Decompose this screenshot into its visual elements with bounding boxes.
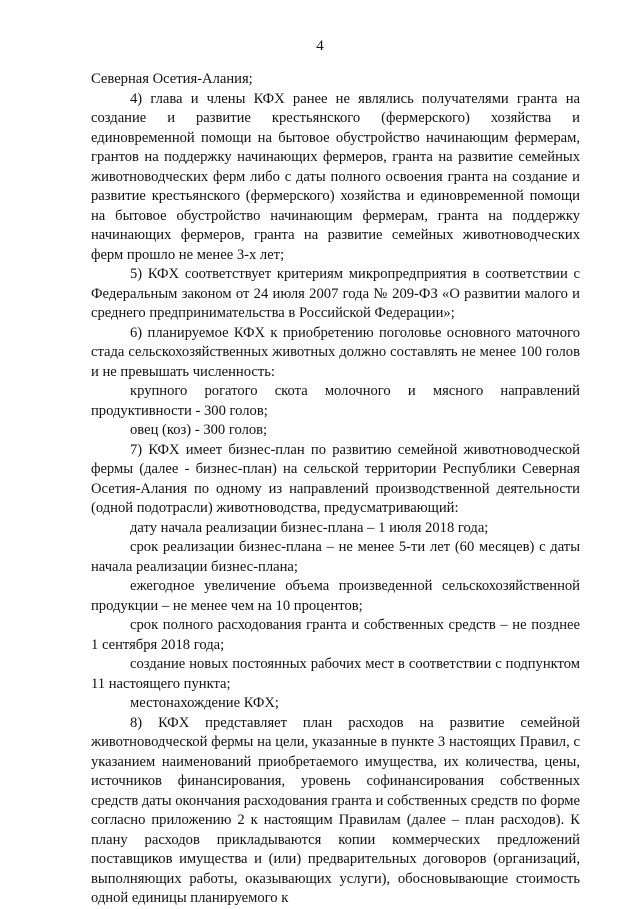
paragraph: 7) КФХ имеет бизнес-план по развитию семейной животноводческой фермы (далее - бизнес-план) на сельской территории Республики Северная Осетия-Алания по одному из направлений производственной деятельности (одной подотрасли) животноводства, предусматривающий: xyxy=(91,441,580,516)
paragraph: местонахождение КФХ; xyxy=(130,695,279,711)
paragraph: овец (коз) - 300 голов; xyxy=(130,422,268,438)
paragraph: ежегодное увеличение объема произведенной сельскохозяйственной продукции – не менее чем на 10 процентов; xyxy=(91,578,580,614)
paragraph: срок реализации бизнес-плана – не менее 5-ти лет (60 месяцев) с даты начала реализации бизнес-плана; xyxy=(91,539,580,575)
document-body xyxy=(91,70,580,909)
paragraph: создание новых постоянных рабочих мест в соответствии с подпунктом 11 настоящего пункта; xyxy=(91,656,580,692)
paragraph: 8) КФХ представляет план расходов на развитие семейной животноводческой фермы на цели, указанные в пункте 3 настоящих Правил, с указанием наименований приобретаемого имущества, их количества, цены, источников финансирования, уровень софинансирования собственных средств даты окончания расходования гранта и собственных средств по форме согласно приложению 2 к настоящим Правилам (далее – план расходов). К плану расходов прикладываются копии коммерческих предложений поставщиков имущества и (или) предварительных договоров (организаций, выполняющих работы, оказывающих услуги), обосновывающие стоимость одной единицы планируемого к xyxy=(91,714,580,906)
page-number: 4 xyxy=(316,38,324,54)
paragraph: крупного рогатого скота молочного и мясного направлений продуктивности - 300 голов; xyxy=(91,383,580,419)
paragraph: 6) планируемое КФХ к приобретению поголовье основного маточного стада сельскохозяйственных животных должно составлять не менее 100 голов и не превышать численность: xyxy=(91,324,580,380)
paragraph: 4) глава и члены КФХ ранее не являлись получателями гранта на создание и развитие крестьянского (фермерского) хозяйства и единовременной помощи на бытовое обустройство начинающим фермерам, грантов на поддержку начинающих фермеров, гранта на развитие семейных животноводческих ферм либо с даты полного освоения гранта на создание и развитие крестьянского (фермерского) хозяйства и единовременной помощи на бытовое обустройство начинающим фермерам, гранта на поддержку начинающих фермеров, гранта на развитие семейных животноводческих ферм прошло не менее 3-х лет; xyxy=(91,90,580,263)
paragraph: Северная Осетия-Алания; xyxy=(91,71,253,87)
paragraph: 5) КФХ соответствует критериям микропредприятия в соответствии с Федеральным законом от 24 июля 2007 года № 209-ФЗ «О развитии малого и среднего предпринимательства в Российской Федерации»; xyxy=(91,266,580,321)
paragraph: срок полного расходования гранта и собственных средств – не позднее 1 сентября 2018 года; xyxy=(91,617,580,653)
paragraph: дату начала реализации бизнес-плана – 1 июля 2018 года; xyxy=(130,519,489,536)
